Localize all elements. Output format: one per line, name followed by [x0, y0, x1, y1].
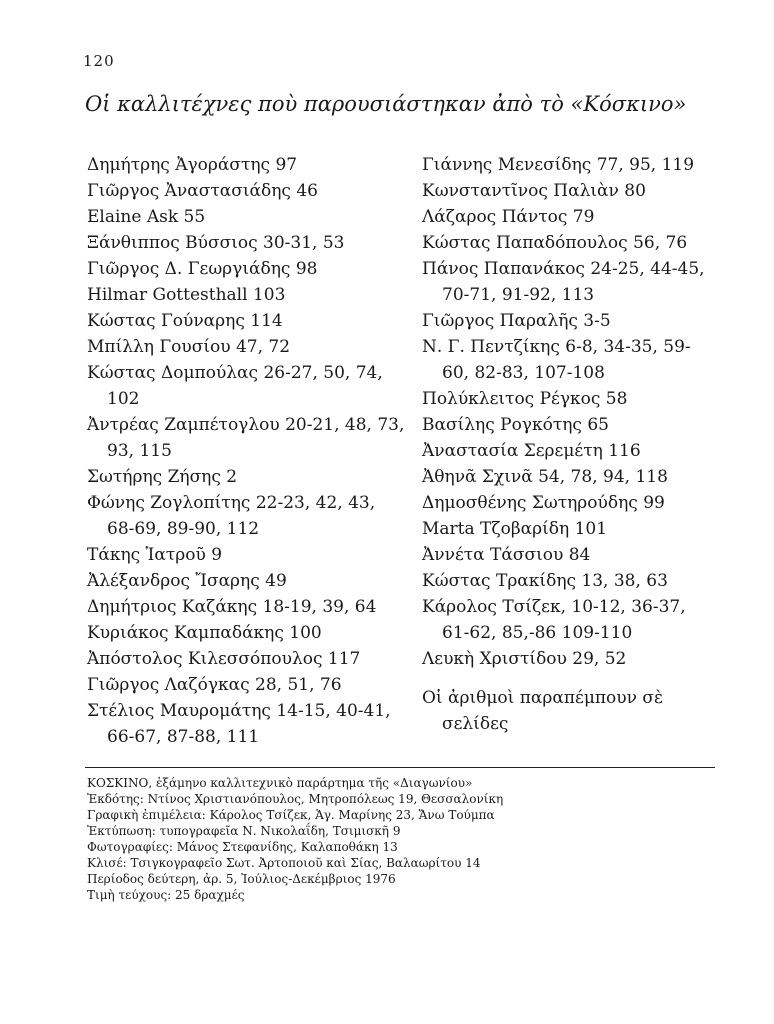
colophon-divider: [85, 767, 715, 768]
artist-entry: Γιῶργος Ἀναστασιάδης 46: [87, 181, 318, 201]
colophon-line: ΚΟΣΚΙΝΟ, ἑξάμηνο καλλιτεχνικὸ παράρτημα τῆς «Διαγωνίου»: [87, 776, 473, 790]
artist-entry: Λάζαρος Πάντος 79: [422, 207, 595, 227]
artist-entry: Πάνος Παπανάκος 24-25, 44-45, 70-71, 91-92, 113: [422, 259, 710, 305]
artist-entry: Δημήτρης Ἀγοράστης 97: [87, 155, 298, 175]
artist-entry: Κώστας Δομπούλας 26-27, 50, 74, 102: [87, 363, 389, 409]
artist-entry: Τάκης Ἰατροῦ 9: [87, 545, 223, 565]
artist-entry: Γιῶργος Παραλῆς 3-5: [422, 311, 611, 331]
artist-entry: Κώστας Παπαδόπουλος 56, 76: [422, 233, 688, 253]
colophon-line: Τιμὴ τεύχους: 25 δραχμές: [87, 888, 245, 902]
artist-entry: Βασίλης Ρογκότης 65: [422, 415, 609, 435]
artist-entry: Στέλιος Μαυρομάτης 14-15, 40-41, 66-67, 87-88, 111: [87, 701, 396, 747]
artist-entry: Κωνσταντῖνος Παλιὰν 80: [422, 181, 646, 201]
artist-list-right: [422, 152, 712, 737]
artist-entry: Elaine Ask 55: [87, 207, 206, 227]
colophon-line: Κλισέ: Τσιγκογραφεῖο Σωτ. Ἀρτοποιοῦ καὶ Σίας, Βαλαωρίτου 14: [87, 856, 481, 870]
artist-entry: Ἀθηνᾶ Σχινᾶ 54, 78, 94, 118: [422, 467, 668, 487]
page-title: Οἱ καλλιτέχνες ποὺ παρουσιάστηκαν ἀπὸ τὸ «Κόσκινο»: [85, 92, 687, 116]
artist-entry: Κυριάκος Καμπαδάκης 100: [87, 623, 322, 643]
colophon-line: Ἐκτύπωση: τυπογραφεῖα Ν. Νικολαΐδη, Τσιμισκῆ 9: [87, 824, 401, 838]
artist-entry: Μπίλλη Γουσίου 47, 72: [87, 337, 291, 357]
colophon-line: Περίοδος δεύτερη, ἀρ. 5, Ἰούλιος-Δεκέμβριος 1976: [87, 872, 396, 886]
page-reference-note: Οἱ ἀριθμοὶ παραπέμπουν σὲ σελίδες: [422, 688, 669, 734]
page-number: 120: [83, 52, 115, 70]
artist-entry: Δημοσθένης Σωτηρούδης 99: [422, 493, 665, 513]
artist-entry: Ἀναστασία Σερεμέτη 116: [422, 441, 641, 461]
artist-entry: Γιῶργος Δ. Γεωργιάδης 98: [87, 259, 318, 279]
artist-entry: Marta Τζοβαρίδη 101: [422, 519, 608, 539]
artist-entry: Ἀντρέας Ζαμπέτογλου 20-21, 48, 73, 93, 115: [87, 415, 410, 461]
colophon-line: Φωτογραφίες: Μάνος Στεφανίδης, Καλαποθάκη 13: [87, 840, 398, 854]
artist-entry: Σωτήρης Ζήσης 2: [87, 467, 238, 487]
artist-entry: Hilmar Gottesthall 103: [87, 285, 286, 305]
artist-entry: Ἀννέτα Τάσσιου 84: [422, 545, 591, 565]
artist-list-left: [87, 152, 410, 750]
artist-entry: Κώστας Γούναρης 114: [87, 311, 283, 331]
artist-entry: Ν. Γ. Πεντζίκης 6-8, 34-35, 59-60, 82-83, 107-108: [422, 337, 691, 383]
artist-entry: Γιάννης Μενεσίδης 77, 95, 119: [422, 155, 695, 175]
colophon: [87, 775, 717, 903]
artist-entry: Γιῶργος Λαζόγκας 28, 51, 76: [87, 675, 342, 695]
artist-entry: Δημήτριος Καζάκης 18-19, 39, 64: [87, 597, 377, 617]
artist-entry: Λευκὴ Χριστίδου 29, 52: [422, 649, 627, 669]
artist-entry: Ξάνθιππος Βύσσιος 30-31, 53: [87, 233, 345, 253]
artist-entry: Φώνης Ζογλοπίτης 22-23, 42, 43, 68-69, 89-90, 112: [87, 493, 381, 539]
artist-entry: Κώστας Τρακίδης 13, 38, 63: [422, 571, 668, 591]
artist-entry: Κάρολος Τσίζεκ, 10-12, 36-37, 61-62, 85,-86 109-110: [422, 597, 692, 643]
artist-entry: Πολύκλειτος Ρέγκος 58: [422, 389, 628, 409]
artist-entry: Ἀπόστολος Κιλεσσόπουλος 117: [87, 649, 361, 669]
colophon-line: Ἐκδότης: Ντίνος Χριστιανόπουλος, Μητροπόλεως 19, Θεσσαλονίκη: [87, 792, 504, 806]
colophon-line: Γραφικὴ ἐπιμέλεια: Κάρολος Τσίζεκ, Ἁγ. Μαρίνης 23, Ἄνω Τούμπα: [87, 808, 495, 822]
artist-entry: Ἀλέξανδρος Ἴσαρης 49: [87, 571, 287, 591]
